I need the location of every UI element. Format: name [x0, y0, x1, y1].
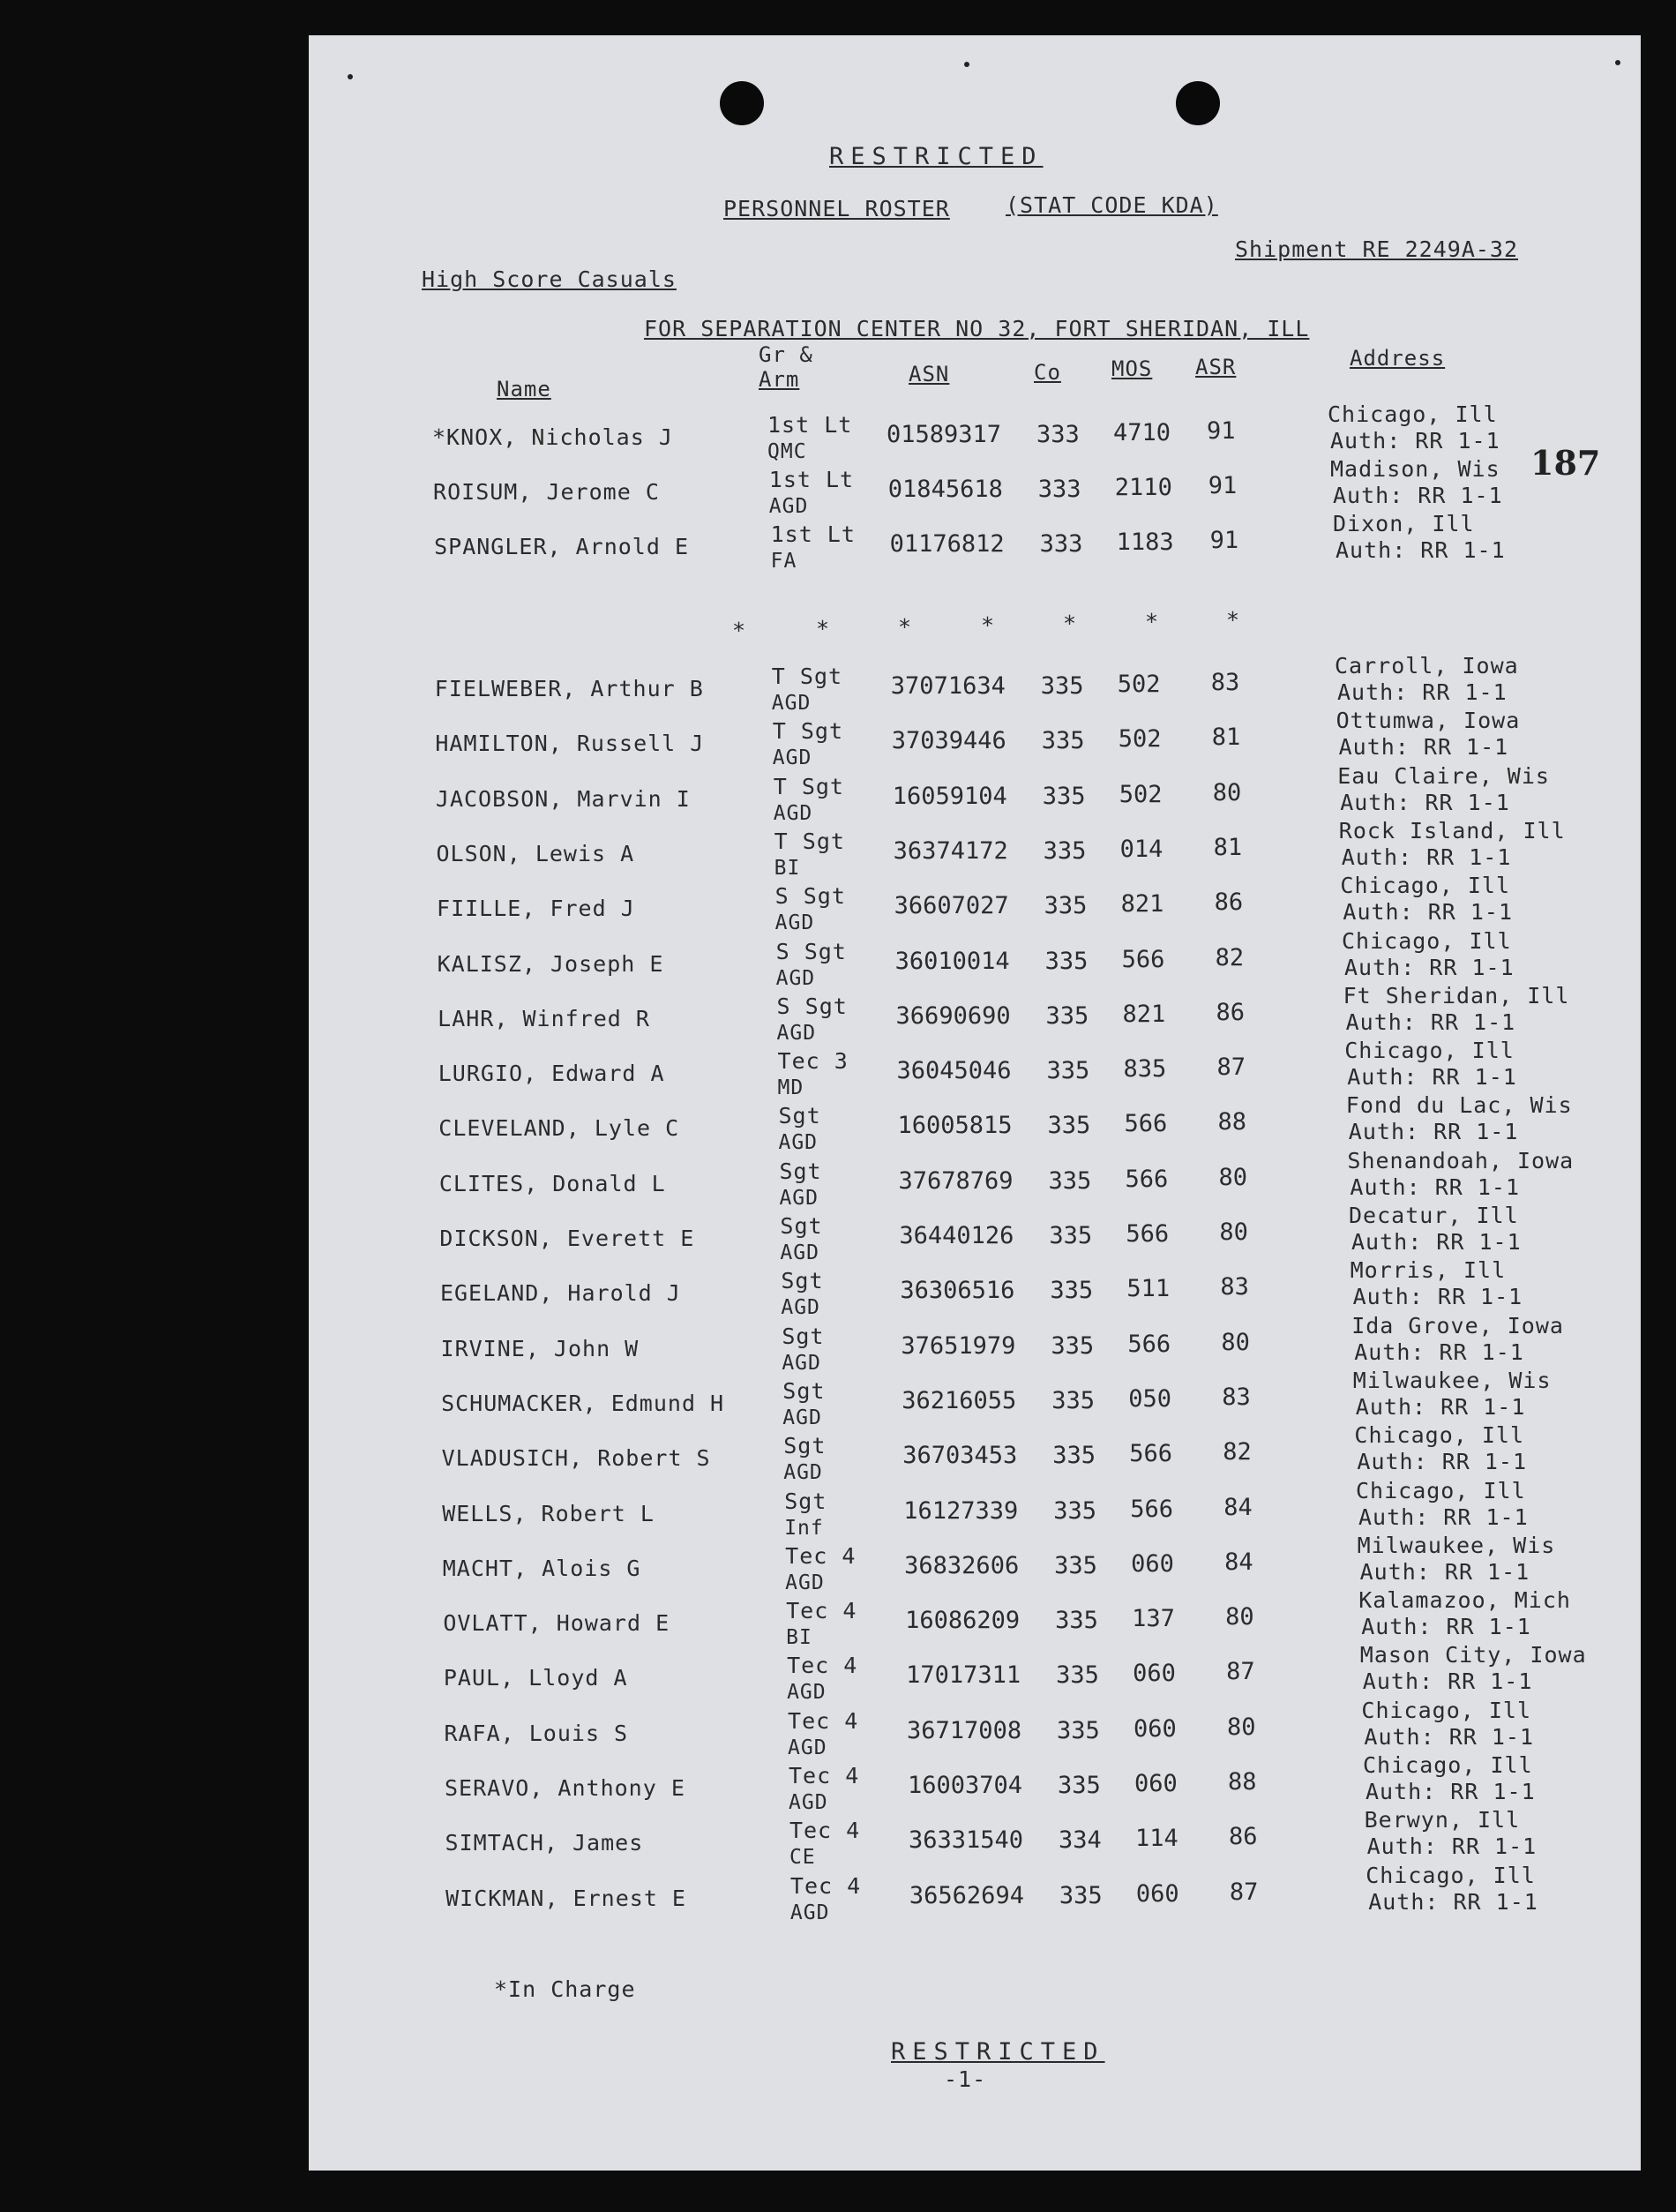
- member-company: 335: [1042, 782, 1086, 810]
- member-company: 335: [1052, 1442, 1096, 1470]
- member-address-city: Chicago, Ill: [1340, 873, 1511, 899]
- member-mos: 821: [1120, 890, 1164, 919]
- member-name: CLEVELAND, Lyle C: [438, 1115, 680, 1142]
- member-arm: AGD: [771, 692, 812, 715]
- member-asn: 36607027: [894, 892, 1009, 920]
- member-company: 335: [1044, 892, 1088, 920]
- member-mos: 4710: [1113, 419, 1171, 446]
- member-grade: Sgt: [782, 1377, 826, 1404]
- member-company: 335: [1048, 1166, 1092, 1195]
- member-address-auth: Auth: RR 1-1: [1340, 789, 1510, 815]
- member-arm: FA: [770, 550, 797, 573]
- member-address-city: Shenandoah, Iowa: [1347, 1147, 1575, 1173]
- member-address-city: Milwaukee, Wis: [1357, 1532, 1556, 1558]
- member-address-auth: Auth: RR 1-1: [1359, 1558, 1530, 1585]
- roster-row: [309, 1752, 1641, 1814]
- member-address-auth: Auth: RR 1-1: [1352, 1284, 1523, 1310]
- member-asn: 37651979: [901, 1331, 1016, 1360]
- member-asr: 81: [1213, 833, 1243, 861]
- member-address-auth: Auth: RR 1-1: [1341, 844, 1512, 870]
- member-name: CLITES, Donald L: [438, 1170, 666, 1196]
- member-mos: 060: [1131, 1549, 1174, 1578]
- member-arm: AGD: [768, 495, 809, 518]
- member-mos: 114: [1134, 1825, 1178, 1853]
- member-company: 335: [1050, 1277, 1094, 1305]
- member-grade: S Sgt: [775, 938, 847, 964]
- member-asn: 36562694: [909, 1881, 1024, 1909]
- member-address-city: Decatur, Ill: [1349, 1203, 1519, 1228]
- member-asn: 16005815: [897, 1112, 1013, 1140]
- roster-row: [309, 1862, 1641, 1924]
- member-name: PAUL, Lloyd A: [443, 1665, 628, 1691]
- roster-row: [309, 456, 1641, 518]
- member-asn: 01176812: [889, 530, 1005, 558]
- col-name: Name: [497, 377, 551, 401]
- member-arm: AGD: [773, 801, 813, 825]
- punch-hole-right: [1176, 81, 1220, 125]
- member-mos: 566: [1130, 1495, 1173, 1523]
- member-grade: T Sgt: [773, 773, 844, 799]
- roster-row: [309, 1092, 1641, 1155]
- member-arm: QMC: [767, 440, 807, 463]
- member-arm: AGD: [772, 746, 812, 770]
- member-company: 335: [1059, 1881, 1103, 1909]
- member-mos: 566: [1126, 1220, 1170, 1248]
- member-address-auth: Auth: RR 1-1: [1357, 1449, 1528, 1475]
- separator-star: *: [732, 618, 747, 643]
- member-address-city: Chicago, Ill: [1356, 1477, 1526, 1503]
- member-arm: BI: [786, 1626, 812, 1650]
- member-asr: 83: [1222, 1383, 1251, 1411]
- member-name: ROISUM, Jerome C: [433, 479, 660, 505]
- member-name: KALISZ, Joseph E: [437, 950, 664, 977]
- member-address-city: Chicago, Ill: [1344, 1038, 1515, 1064]
- member-mos: 2110: [1114, 474, 1172, 501]
- roster-row: [309, 817, 1641, 880]
- member-name: RAFA, Louis S: [444, 1720, 629, 1746]
- member-name: SERAVO, Anthony E: [445, 1775, 685, 1801]
- member-company: 335: [1047, 1112, 1091, 1140]
- member-arm: AGD: [774, 911, 815, 935]
- roster-row: [309, 708, 1641, 770]
- member-address-auth: Auth: RR 1-1: [1355, 1393, 1526, 1420]
- member-asr: 84: [1223, 1493, 1253, 1521]
- member-mos: 502: [1117, 671, 1161, 698]
- member-arm: AGD: [782, 1406, 822, 1429]
- roster-row: [309, 1367, 1641, 1429]
- col-mos: MOS: [1111, 356, 1153, 381]
- member-grade: Sgt: [783, 1433, 827, 1459]
- separator-star: *: [816, 616, 831, 641]
- member-company: 335: [1041, 727, 1085, 755]
- member-asn: 37071634: [890, 672, 1006, 700]
- member-address-city: Ft Sheridan, Ill: [1343, 982, 1570, 1009]
- member-asn: 01845618: [887, 476, 1003, 503]
- member-asr: 80: [1225, 1603, 1254, 1631]
- member-company: 335: [1049, 1222, 1093, 1249]
- member-grade: Tec 4: [789, 1818, 861, 1844]
- member-asn: 01589317: [887, 421, 1002, 448]
- member-asr: 83: [1210, 669, 1240, 696]
- member-arm: AGD: [788, 1736, 827, 1759]
- member-mos: 566: [1127, 1330, 1171, 1358]
- member-asr: 87: [1229, 1878, 1259, 1906]
- member-address-auth: Auth: RR 1-1: [1344, 954, 1515, 980]
- member-mos: 060: [1134, 1714, 1177, 1743]
- member-address-auth: Auth: RR 1-1: [1337, 679, 1508, 705]
- member-address-city: Chicago, Ill: [1342, 927, 1512, 954]
- member-name: WICKMAN, Ernest E: [445, 1885, 686, 1911]
- roster-row: [309, 1038, 1641, 1100]
- member-name: SPANGLER, Arnold E: [434, 534, 690, 559]
- member-mos: 060: [1133, 1660, 1176, 1688]
- member-address-city: Rock Island, Ill: [1338, 817, 1566, 844]
- member-address-city: Carroll, Iowa: [1335, 653, 1519, 679]
- member-arm: BI: [774, 856, 801, 880]
- member-grade: T Sgt: [774, 828, 845, 854]
- member-address-city: Chicago, Ill: [1354, 1422, 1525, 1449]
- member-grade: 1st Lt: [768, 467, 855, 492]
- member-address-city: Chicago, Ill: [1365, 1862, 1536, 1888]
- member-mos: 1183: [1116, 529, 1174, 556]
- separator-star: *: [1063, 611, 1078, 636]
- separator-star: *: [1145, 609, 1160, 634]
- restricted-top: RESTRICTED: [829, 143, 1044, 170]
- member-grade: Tec 4: [786, 1598, 857, 1624]
- member-asr: 86: [1228, 1823, 1258, 1851]
- col-co: Co: [1034, 360, 1061, 385]
- member-address-auth: Auth: RR 1-1: [1333, 483, 1503, 508]
- member-mos: 502: [1119, 780, 1163, 808]
- member-address-auth: Auth: RR 1-1: [1366, 1833, 1538, 1860]
- member-grade: Tec 4: [788, 1707, 859, 1734]
- roster-title: PERSONNEL ROSTER: [723, 196, 950, 221]
- member-grade: Sgt: [779, 1158, 822, 1184]
- member-grade: 1st Lt: [767, 412, 853, 438]
- member-company: 335: [1055, 1607, 1098, 1635]
- member-name: SCHUMACKER, Edmund H: [441, 1390, 725, 1416]
- member-address-city: Eau Claire, Wis: [1337, 762, 1550, 789]
- member-address-auth: Auth: RR 1-1: [1330, 428, 1500, 454]
- roster-row: [309, 653, 1641, 715]
- member-name: DICKSON, Everett E: [439, 1226, 695, 1251]
- member-arm: AGD: [782, 1351, 821, 1375]
- member-arm: AGD: [776, 1021, 817, 1045]
- col-gr-arm-bottom: Arm: [759, 367, 800, 392]
- member-address-auth: Auth: RR 1-1: [1345, 1009, 1516, 1035]
- roster-row: [309, 1147, 1641, 1210]
- col-asr: ASR: [1195, 355, 1237, 379]
- member-grade: Tec 4: [785, 1542, 857, 1569]
- speck: [964, 62, 969, 67]
- group-label: High Score Casuals: [422, 266, 677, 292]
- member-asn: 16086209: [905, 1607, 1021, 1635]
- col-gr-arm-top: Gr &: [759, 342, 813, 367]
- member-address-city: Milwaukee, Wis: [1352, 1367, 1552, 1393]
- roster-row: [309, 1642, 1641, 1705]
- member-asr: 80: [1212, 778, 1242, 806]
- member-address-auth: Auth: RR 1-1: [1358, 1503, 1529, 1530]
- member-name: MACHT, Alois G: [442, 1555, 641, 1581]
- member-name: EGELAND, Harold J: [439, 1280, 681, 1307]
- member-asr: 91: [1207, 417, 1236, 445]
- member-asr: 80: [1227, 1713, 1256, 1741]
- roster-row: [309, 1422, 1641, 1485]
- member-arm: Inf: [784, 1516, 824, 1540]
- separator-star: *: [981, 612, 996, 638]
- member-address-city: Chicago, Ill: [1361, 1697, 1532, 1723]
- member-arm: AGD: [785, 1571, 825, 1594]
- member-mos: 821: [1122, 1000, 1166, 1028]
- roster-row: [309, 1312, 1641, 1375]
- roster-row: [309, 982, 1641, 1045]
- member-company: 333: [1036, 421, 1080, 448]
- roster-row: [309, 762, 1641, 825]
- page-number: -1-: [944, 2066, 987, 2092]
- member-address-city: Chicago, Ill: [1328, 401, 1498, 427]
- member-address-city: Chicago, Ill: [1363, 1752, 1533, 1778]
- roster-page: [309, 35, 1641, 2171]
- member-company: 335: [1040, 672, 1084, 700]
- member-name: LURGIO, Edward A: [438, 1061, 665, 1087]
- member-asn: 36331540: [908, 1826, 1023, 1855]
- member-mos: 014: [1119, 835, 1163, 863]
- member-mos: 060: [1134, 1770, 1178, 1797]
- member-company: 335: [1046, 1057, 1090, 1085]
- member-asn: 36306516: [900, 1277, 1015, 1305]
- member-grade: S Sgt: [774, 883, 846, 910]
- member-grade: Sgt: [782, 1323, 825, 1349]
- member-mos: 566: [1124, 1110, 1168, 1138]
- member-address-city: Dixon, Ill: [1333, 511, 1475, 536]
- member-arm: CE: [789, 1846, 816, 1870]
- member-asr: 84: [1224, 1548, 1253, 1576]
- member-asr: 87: [1226, 1658, 1255, 1686]
- member-grade: Sgt: [780, 1213, 823, 1239]
- member-arm: AGD: [779, 1186, 819, 1210]
- roster-row: [309, 1257, 1641, 1320]
- member-grade: Tec 4: [789, 1872, 862, 1899]
- member-arm: AGD: [775, 966, 816, 990]
- member-name: LAHR, Winfred R: [438, 1005, 650, 1031]
- member-asr: 87: [1216, 1054, 1246, 1082]
- page-mark: 187: [1530, 443, 1601, 483]
- stat-code: (STAT CODE KDA): [1006, 192, 1218, 218]
- member-arm: AGD: [780, 1241, 819, 1264]
- member-asn: 16127339: [903, 1496, 1019, 1525]
- member-address-auth: Auth: RR 1-1: [1343, 899, 1514, 926]
- member-company: 333: [1039, 530, 1083, 558]
- roster-row: [309, 1807, 1641, 1870]
- member-asn: 36690690: [895, 1001, 1011, 1030]
- member-arm: AGD: [778, 1131, 819, 1155]
- member-company: 334: [1058, 1826, 1102, 1855]
- member-mos: 566: [1121, 945, 1165, 973]
- restricted-bottom: RESTRICTED: [891, 2038, 1105, 2066]
- member-mos: 050: [1128, 1384, 1172, 1413]
- member-arm: AGD: [781, 1296, 820, 1320]
- member-grade: 1st Lt: [770, 521, 856, 547]
- destination-line: FOR SEPARATION CENTER NO 32, FORT SHERIDAN, ILL: [644, 316, 1310, 341]
- separator-star: *: [898, 614, 913, 640]
- member-asr: 82: [1215, 943, 1245, 971]
- member-address-auth: Auth: RR 1-1: [1364, 1723, 1535, 1750]
- member-address-city: Madison, Wis: [1330, 456, 1500, 482]
- member-address-auth: Auth: RR 1-1: [1361, 1614, 1531, 1640]
- member-mos: 137: [1132, 1605, 1175, 1633]
- footnote: *In Charge: [494, 1976, 636, 2002]
- col-asn: ASN: [909, 362, 950, 386]
- member-mos: 511: [1126, 1275, 1171, 1303]
- member-asn: 36374172: [893, 836, 1008, 865]
- member-asn: 36703453: [902, 1442, 1018, 1470]
- member-asn: 17017311: [906, 1661, 1021, 1690]
- member-grade: Tec 4: [789, 1763, 860, 1788]
- member-asr: 80: [1219, 1218, 1248, 1246]
- member-asr: 80: [1218, 1163, 1247, 1191]
- roster-row: [309, 1697, 1641, 1759]
- member-company: 335: [1056, 1661, 1099, 1690]
- member-address-city: Ida Grove, Iowa: [1351, 1312, 1564, 1338]
- member-address-auth: Auth: RR 1-1: [1348, 1119, 1519, 1145]
- member-grade: Sgt: [778, 1103, 821, 1129]
- member-asr: 88: [1228, 1768, 1257, 1796]
- member-address-city: Mason City, Iowa: [1359, 1642, 1587, 1668]
- member-name: IRVINE, John W: [440, 1335, 640, 1361]
- member-address-city: Ottumwa, Iowa: [1336, 708, 1521, 734]
- member-company: 335: [1043, 836, 1087, 865]
- member-asr: 86: [1216, 998, 1246, 1026]
- member-address-city: Fond du Lac, Wis: [1345, 1092, 1573, 1119]
- speck: [348, 74, 353, 79]
- speck: [1615, 60, 1620, 65]
- member-asn: 16003704: [908, 1772, 1023, 1799]
- member-address-auth: Auth: RR 1-1: [1336, 537, 1506, 563]
- roster-row: [309, 1477, 1641, 1540]
- member-address-auth: Auth: RR 1-1: [1351, 1229, 1522, 1255]
- member-name: OVLATT, Howard E: [443, 1610, 670, 1637]
- member-address-auth: Auth: RR 1-1: [1347, 1064, 1517, 1091]
- member-name: *KNOX, Nicholas J: [432, 424, 673, 450]
- member-grade: Sgt: [781, 1268, 824, 1294]
- roster-row: [309, 873, 1641, 935]
- member-company: 335: [1044, 947, 1089, 975]
- member-address-city: Berwyn, Ill: [1364, 1807, 1521, 1833]
- member-address-auth: Auth: RR 1-1: [1362, 1668, 1533, 1695]
- member-arm: AGD: [783, 1461, 823, 1485]
- member-company: 335: [1057, 1716, 1100, 1744]
- member-grade: S Sgt: [776, 993, 848, 1019]
- member-arm: AGD: [787, 1681, 827, 1705]
- member-asn: 36440126: [899, 1222, 1014, 1249]
- member-asn: 37039446: [891, 727, 1006, 755]
- punch-hole-left: [720, 81, 764, 125]
- member-company: 335: [1054, 1551, 1097, 1579]
- member-arm: AGD: [789, 1791, 828, 1814]
- member-asr: 91: [1208, 472, 1238, 499]
- member-name: FIELWEBER, Arthur B: [434, 676, 704, 701]
- member-address-auth: Auth: RR 1-1: [1354, 1338, 1524, 1365]
- member-grade: Sgt: [784, 1488, 827, 1514]
- member-asn: 36717008: [907, 1716, 1022, 1744]
- member-name: OLSON, Lewis A: [436, 840, 635, 866]
- member-asr: 88: [1217, 1108, 1246, 1136]
- member-mos: 835: [1123, 1055, 1167, 1084]
- member-grade: T Sgt: [771, 664, 843, 689]
- member-mos: 502: [1118, 725, 1162, 754]
- roster-row: [309, 511, 1641, 573]
- member-company: 335: [1051, 1386, 1096, 1414]
- roster-row: [309, 1587, 1641, 1650]
- member-asr: 91: [1209, 527, 1239, 554]
- member-address-auth: Auth: RR 1-1: [1365, 1779, 1536, 1804]
- member-company: 335: [1051, 1331, 1095, 1360]
- member-address-city: Kalamazoo, Mich: [1358, 1587, 1571, 1614]
- member-name: SIMTACH, James: [445, 1830, 644, 1856]
- member-mos: 566: [1125, 1165, 1169, 1193]
- member-mos: 060: [1135, 1879, 1179, 1908]
- member-asr: 80: [1221, 1328, 1250, 1356]
- member-name: JACOBSON, Marvin I: [435, 785, 691, 812]
- roster-row: [309, 927, 1641, 990]
- member-asr: 81: [1211, 724, 1241, 752]
- shipment-number: Shipment RE 2249A-32: [1235, 236, 1519, 262]
- member-grade: Tec 3: [777, 1048, 849, 1075]
- member-name: VLADUSICH, Robert S: [441, 1445, 711, 1472]
- member-address-auth: Auth: RR 1-1: [1350, 1173, 1521, 1200]
- member-company: 335: [1045, 1001, 1089, 1030]
- member-name: WELLS, Robert L: [442, 1500, 655, 1526]
- member-asr: 83: [1220, 1273, 1249, 1301]
- member-asr: 82: [1223, 1438, 1252, 1466]
- member-asn: 36045046: [896, 1057, 1012, 1085]
- separator-star: *: [1226, 607, 1241, 633]
- member-grade: T Sgt: [772, 718, 844, 745]
- col-address: Address: [1350, 346, 1446, 371]
- roster-row: [309, 1532, 1641, 1594]
- member-asn: 36010014: [894, 947, 1010, 975]
- member-address-city: Morris, Ill: [1350, 1257, 1507, 1284]
- member-address-auth: Auth: RR 1-1: [1338, 734, 1509, 761]
- member-company: 333: [1037, 476, 1081, 503]
- member-company: 335: [1058, 1772, 1101, 1799]
- member-asn: 36832606: [904, 1551, 1020, 1579]
- member-address-auth: Auth: RR 1-1: [1368, 1888, 1538, 1915]
- member-name: FIILLE, Fred J: [437, 896, 635, 922]
- member-asn: 37678769: [898, 1166, 1014, 1195]
- member-grade: Tec 4: [787, 1653, 858, 1679]
- member-asn: 16059104: [892, 782, 1007, 810]
- member-name: HAMILTON, Russell J: [435, 731, 705, 757]
- member-company: 335: [1053, 1496, 1096, 1525]
- roster-row: [309, 1203, 1641, 1264]
- member-mos: 566: [1129, 1440, 1173, 1468]
- member-arm: MD: [777, 1076, 804, 1100]
- member-arm: AGD: [789, 1901, 830, 1924]
- member-asr: 86: [1214, 889, 1244, 917]
- member-asn: 36216055: [902, 1386, 1017, 1414]
